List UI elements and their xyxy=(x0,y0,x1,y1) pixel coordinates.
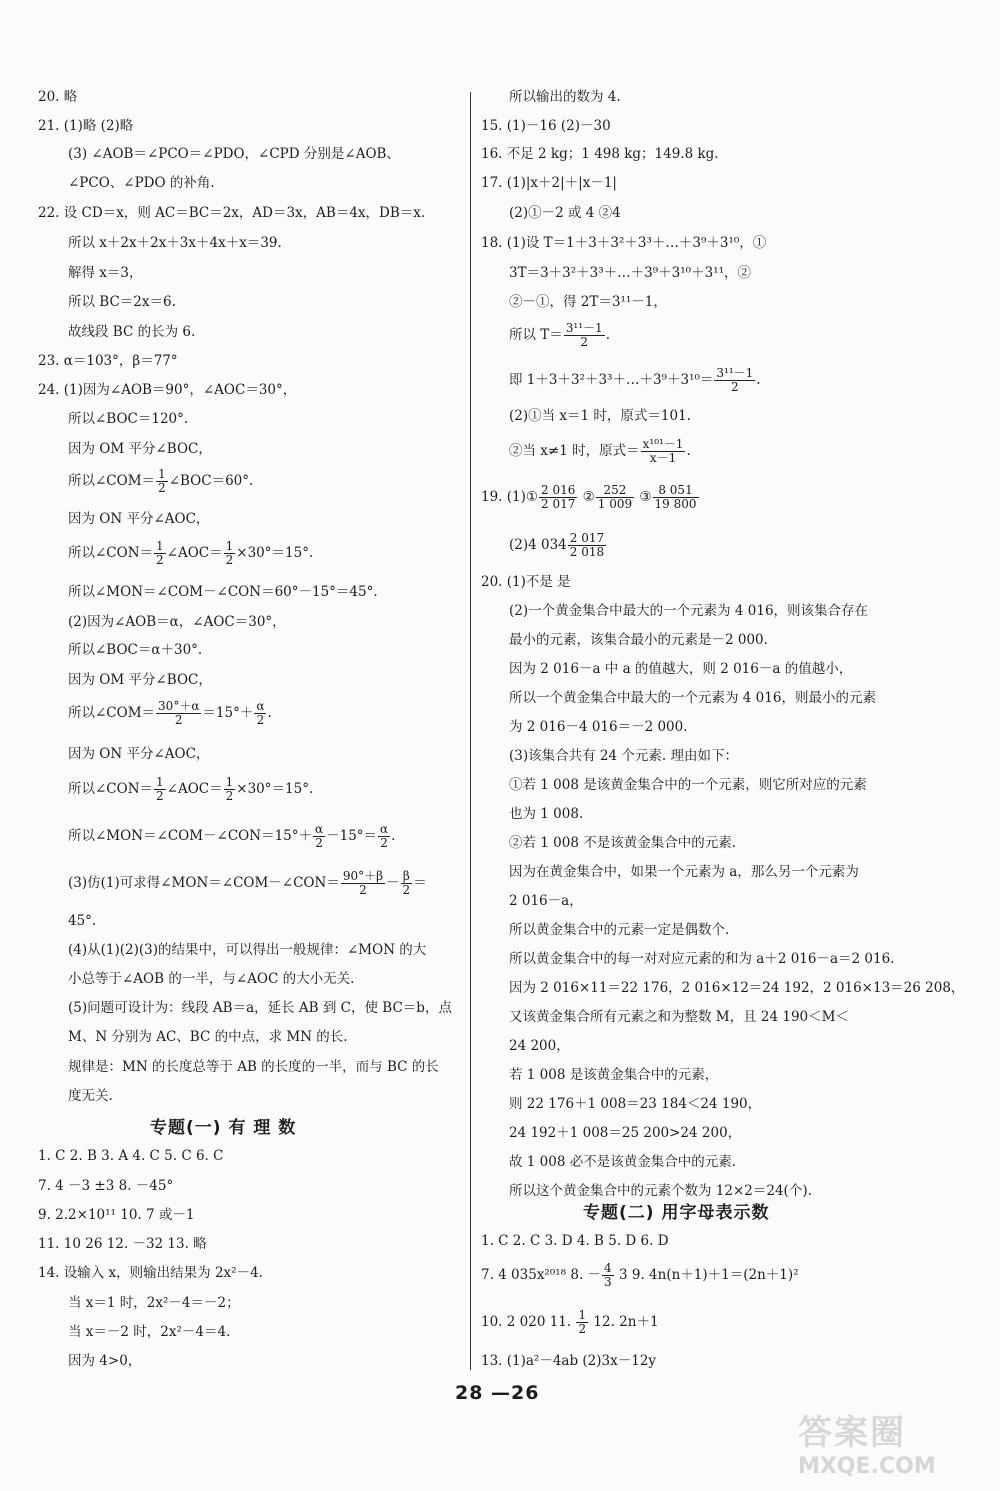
text: ③ xyxy=(635,489,652,505)
answer-line: 20. (1)不是 是 xyxy=(481,574,571,590)
answer-line: 因为 ON 平分∠AOC， xyxy=(68,746,210,762)
answer-line: 故线段 BC 的长为 6. xyxy=(68,324,196,340)
denominator: 2 xyxy=(156,553,164,567)
answer-line: ①若 1 008 是该黄金集合中的一个元素，则它所对应的元素 xyxy=(509,777,867,793)
text: 所以∠MON＝∠COM－∠CON＝15°＋ xyxy=(68,828,312,844)
answer-line: 因为 OM 平分∠BOC， xyxy=(68,672,212,688)
numerator: x¹⁰¹－1 xyxy=(642,437,684,451)
answer-line xyxy=(481,438,691,465)
numerator: 1 xyxy=(156,539,164,553)
fraction xyxy=(602,1262,614,1289)
watermark-url: MXQE.COM xyxy=(798,1454,936,1479)
answer-line: (2)因为∠AOB＝α，∠AOC＝30°， xyxy=(68,614,286,630)
answer-line: 因为 2 016×11＝22 176，2 016×12＝24 192，2 016×13＝26 208， xyxy=(509,980,965,996)
answer-line: 小总等于∠AOB 的一半，与∠AOC 的大小无关. xyxy=(68,971,355,987)
denominator: 2 xyxy=(256,713,265,727)
answer-line: 所以 BC＝2x＝6. xyxy=(68,294,176,310)
answer-line: (2)①当 x＝1 时，原式＝101. xyxy=(509,408,691,424)
answer-line xyxy=(481,322,610,349)
answer-line: (3) ∠AOB＝∠PCO＝∠PDO，∠CPD 分别是∠AOB、 xyxy=(68,146,400,162)
answer-line: 24 200， xyxy=(509,1038,570,1054)
answer-line: 18. (1)设 T＝1＋3＋3²＋3³＋…＋3⁹＋3¹⁰，① xyxy=(481,235,767,251)
text: 所以∠CON＝ xyxy=(68,781,154,797)
text: ∠BOC＝60°. xyxy=(168,473,254,489)
answer-line: 故 1 008 必不是该黄金集合中的元素. xyxy=(509,1154,737,1170)
answer-line: 15. (1)－16 (2)－30 xyxy=(481,118,611,134)
denominator: 2 xyxy=(380,836,388,850)
numerator: 90°＋β xyxy=(342,869,384,883)
watermark-text: 答案圈 xyxy=(798,1413,906,1453)
numerator: α xyxy=(256,699,265,713)
denominator: x－1 xyxy=(649,451,677,465)
answer-line xyxy=(481,1309,659,1336)
answer-line: 规律是：MN 的长度总等于 AB 的长度的一半，而与 BC 的长 xyxy=(68,1059,439,1075)
answer-line: 2 016－a， xyxy=(509,893,583,909)
text: ∠AOC＝ xyxy=(166,781,223,797)
answer-line: (2)一个黄金集合中最大的一个元素为 4 016，则该集合存在 xyxy=(509,603,869,619)
fraction xyxy=(156,468,168,495)
numerator: 1 xyxy=(225,775,234,789)
text: (3)仿(1)可求得∠MON＝∠COM－∠CON＝ xyxy=(68,875,340,891)
answer-line: 当 x＝1 时，2x²－4＝－2； xyxy=(68,1295,240,1311)
denominator: 2 017 xyxy=(541,497,576,511)
numerator: β xyxy=(401,870,413,884)
fraction xyxy=(641,438,686,465)
text: 所以 T＝ xyxy=(509,327,563,343)
text: 3 9. 4n(n＋1)＋1＝(2n＋1)² xyxy=(614,1267,799,1283)
numerator: 1 xyxy=(158,467,166,481)
answer-line: 所以黄金集合中的每一对对应元素的和为 a＋2 016－a＝2 016. xyxy=(509,951,895,967)
text: 所以∠COM＝ xyxy=(68,705,156,721)
answer-line: 所以黄金集合中的元素一定是偶数个. xyxy=(509,922,730,938)
answer-line: 7. 4 －3 ±3 8. －45° xyxy=(38,1178,174,1194)
answer-line: 11. 10 26 12. －32 13. 略 xyxy=(38,1236,207,1252)
numerator: 1 xyxy=(156,775,164,789)
page-number: 28 —26 xyxy=(455,1382,540,1404)
answer-line: ②若 1 008 不是该黄金集合中的元素. xyxy=(509,835,737,851)
answer-line: 最小的元素，该集合最小的元素是－2 000. xyxy=(509,632,768,648)
denominator: 2 xyxy=(225,553,234,567)
fraction xyxy=(401,870,413,897)
answer-line: (2)①－2 或 4 ②4 xyxy=(509,205,621,221)
fraction xyxy=(539,484,577,511)
answer-line: 则 22 176＋1 008＝23 184＜24 190， xyxy=(509,1096,762,1112)
answer-line xyxy=(38,468,253,495)
text: 10. 2 020 11. xyxy=(481,1314,576,1330)
section-title: 专题(一) 有 理 数 xyxy=(150,1118,297,1138)
text: 即 1＋3＋3²＋3³＋…＋3⁹＋3¹⁰＝ xyxy=(509,372,714,388)
answer-line: (3)该集合共有 24 个元素. 理由如下： xyxy=(509,748,738,764)
answer-line: (4)从(1)(2)(3)的结果中，可以得出一般规律：∠MON 的大 xyxy=(68,942,427,958)
fraction xyxy=(254,700,266,727)
answer-line: ②－①，得 2T＝3¹¹－1， xyxy=(509,294,667,310)
text: . xyxy=(756,372,761,388)
answer-line: 24 192＋1 008＝25 200>24 200， xyxy=(509,1125,742,1141)
answer-line xyxy=(481,484,700,511)
answer-line xyxy=(38,700,272,727)
text: 7. 4 035x²⁰¹⁸ 8. － xyxy=(481,1267,602,1283)
denominator: 2 xyxy=(158,481,166,495)
text: 12. 2n＋1 xyxy=(589,1314,659,1330)
watermark-logo xyxy=(798,1405,978,1485)
answer-line: 度无关. xyxy=(68,1088,113,1104)
answer-line: 因为 4>0， xyxy=(68,1353,142,1369)
answer-line: M、N 分别为 AC、BC 的中点，求 MN 的长. xyxy=(68,1029,348,1045)
answer-line: 所以 x＋2x＋2x＋3x＋4x＋x＝39. xyxy=(68,235,282,251)
answer-line: 14. 设输入 x，则输出结果为 2x²－4. xyxy=(38,1265,263,1281)
answer-line: 所以一个黄金集合中最大的一个元素为 4 016，则最小的元素 xyxy=(509,690,876,706)
fraction xyxy=(596,484,634,511)
denominator: 2 xyxy=(225,789,234,803)
answer-line: 所以这个黄金集合中的元素个数为 12×2＝24(个). xyxy=(509,1183,812,1199)
answer-line: 为 2 016－4 016＝－2 000. xyxy=(509,719,688,735)
numerator: 1 xyxy=(578,1308,587,1322)
numerator: 4 xyxy=(604,1261,612,1275)
answer-line: 所以输出的数为 4. xyxy=(509,89,621,105)
text: ∠AOC＝ xyxy=(166,545,223,561)
denominator: 19 800 xyxy=(654,497,697,511)
text: － xyxy=(386,875,400,891)
fraction xyxy=(156,700,201,727)
text: ②当 x≠1 时，原式＝ xyxy=(509,443,640,459)
column-divider xyxy=(470,92,471,1370)
text: . xyxy=(267,705,272,721)
denominator: 3 xyxy=(604,1275,612,1289)
numerator: 8 051 xyxy=(653,484,699,498)
fraction xyxy=(224,540,236,567)
answer-line: 20. 略 xyxy=(38,89,78,105)
answer-line xyxy=(481,1262,799,1289)
answer-line: 也为 1 008. xyxy=(509,806,584,822)
text: . xyxy=(686,443,691,459)
fraction xyxy=(341,870,385,897)
denominator: 2 xyxy=(731,380,739,394)
text: ×30°＝15°. xyxy=(236,781,314,797)
fraction xyxy=(653,484,699,511)
answer-line: 16. 不足 2 kg；1 498 kg；149.8 kg. xyxy=(481,146,719,162)
answer-line: 17. (1)|x＋2|＋|x－1| xyxy=(481,175,617,191)
text: (2)4 034 xyxy=(509,537,567,553)
denominator: 2 xyxy=(156,789,164,803)
answer-line: 所以∠BOC＝120°. xyxy=(68,411,189,427)
answer-line: 24. (1)因为∠AOB＝90°，∠AOC＝30°， xyxy=(38,382,297,398)
answer-line xyxy=(38,870,427,897)
answer-line xyxy=(38,540,313,567)
numerator: 3¹¹－1 xyxy=(565,321,603,335)
answer-line xyxy=(38,823,395,850)
numerator: α xyxy=(315,822,324,836)
answer-line: 9. 2.2×10¹¹ 10. 7 或－1 xyxy=(38,1207,195,1223)
text: 所以∠COM＝ xyxy=(68,473,156,489)
answer-line: 所以∠BOC＝α＋30°. xyxy=(68,642,203,658)
text: －15°＝ xyxy=(326,828,378,844)
answer-line: 23. α＝103°，β＝77° xyxy=(38,353,178,369)
fraction xyxy=(714,367,755,394)
answer-line: 21. (1)略 (2)略 xyxy=(38,118,134,134)
answer-line xyxy=(38,776,313,803)
fraction xyxy=(378,823,390,850)
numerator: 2 016 xyxy=(541,483,576,497)
answer-line: 因为 ON 平分∠AOC， xyxy=(68,511,210,527)
numerator: 30°＋α xyxy=(158,699,200,713)
fraction xyxy=(576,1309,588,1336)
text: 19. (1)① xyxy=(481,489,538,505)
answer-line: 13. (1)a²－4ab (2)3x－12y xyxy=(481,1353,657,1369)
denominator: 2 xyxy=(174,713,183,727)
section-title: 专题(二) 用字母表示数 xyxy=(583,1203,770,1223)
answer-line: (5)问题可设计为：线段 AB＝a，延长 AB 到 C，使 BC＝b，点 xyxy=(68,1000,452,1016)
text: ＝15°＋ xyxy=(202,705,254,721)
answer-line xyxy=(481,532,607,559)
numerator: 3¹¹－1 xyxy=(716,366,754,380)
text: ② xyxy=(578,489,595,505)
answer-line: 因为在黄金集合中，如果一个元素为 a，那么另一个元素为 xyxy=(509,864,859,880)
text: ×30°＝15°. xyxy=(236,545,314,561)
answer-line: 所以∠MON＝∠COM－∠CON＝60°－15°＝45°. xyxy=(68,584,378,600)
fraction xyxy=(154,540,166,567)
text: ＝ xyxy=(413,875,427,891)
text: . xyxy=(391,828,396,844)
answer-line: 解得 x＝3， xyxy=(68,265,143,281)
denominator: 2 xyxy=(580,335,589,349)
denominator: 2 xyxy=(359,883,367,897)
numerator: 1 xyxy=(225,539,234,553)
answer-line: ∠PCO、∠PDO 的补角. xyxy=(68,175,215,191)
fraction xyxy=(313,823,325,850)
answer-line: 因为 2 016－a 中 a 的值越大，则 2 016－a 的值越小， xyxy=(509,661,853,677)
denominator: 2 018 xyxy=(569,545,605,559)
denominator: 2 xyxy=(315,836,323,850)
answer-line: 又该黄金集合所有元素之和为整数 M，且 24 190＜M＜ xyxy=(509,1009,849,1025)
answer-line xyxy=(481,367,761,394)
fraction xyxy=(568,532,606,559)
answer-line: 22. 设 CD＝x，则 AC＝BC＝2x，AD＝3x，AB＝4x，DB＝x. xyxy=(38,205,426,221)
numerator: α xyxy=(380,822,389,836)
numerator: 252 xyxy=(596,484,634,498)
answer-line: 因为 OM 平分∠BOC， xyxy=(68,441,212,457)
numerator: 2 017 xyxy=(569,531,605,545)
fraction xyxy=(224,776,236,803)
denominator: 1 009 xyxy=(597,497,633,511)
fraction xyxy=(154,776,166,803)
fraction xyxy=(564,322,605,349)
answer-line: 3T＝3＋3²＋3³＋…＋3⁹＋3¹⁰＋3¹¹，② xyxy=(509,265,752,281)
answer-line: 当 x＝－2 时，2x²－4＝4. xyxy=(68,1324,231,1340)
denominator: 2 xyxy=(578,1322,587,1336)
text: . xyxy=(605,327,610,343)
denominator: 2 xyxy=(402,883,411,897)
answer-line: 1. C 2. C 3. D 4. B 5. D 6. D xyxy=(481,1233,669,1249)
answer-line: 1. C 2. B 3. A 4. C 5. C 6. C xyxy=(38,1148,224,1164)
text: 所以∠CON＝ xyxy=(68,545,154,561)
answer-line: 若 1 008 是该黄金集合中的元素， xyxy=(509,1067,719,1083)
answer-line: 45°. xyxy=(68,913,97,929)
